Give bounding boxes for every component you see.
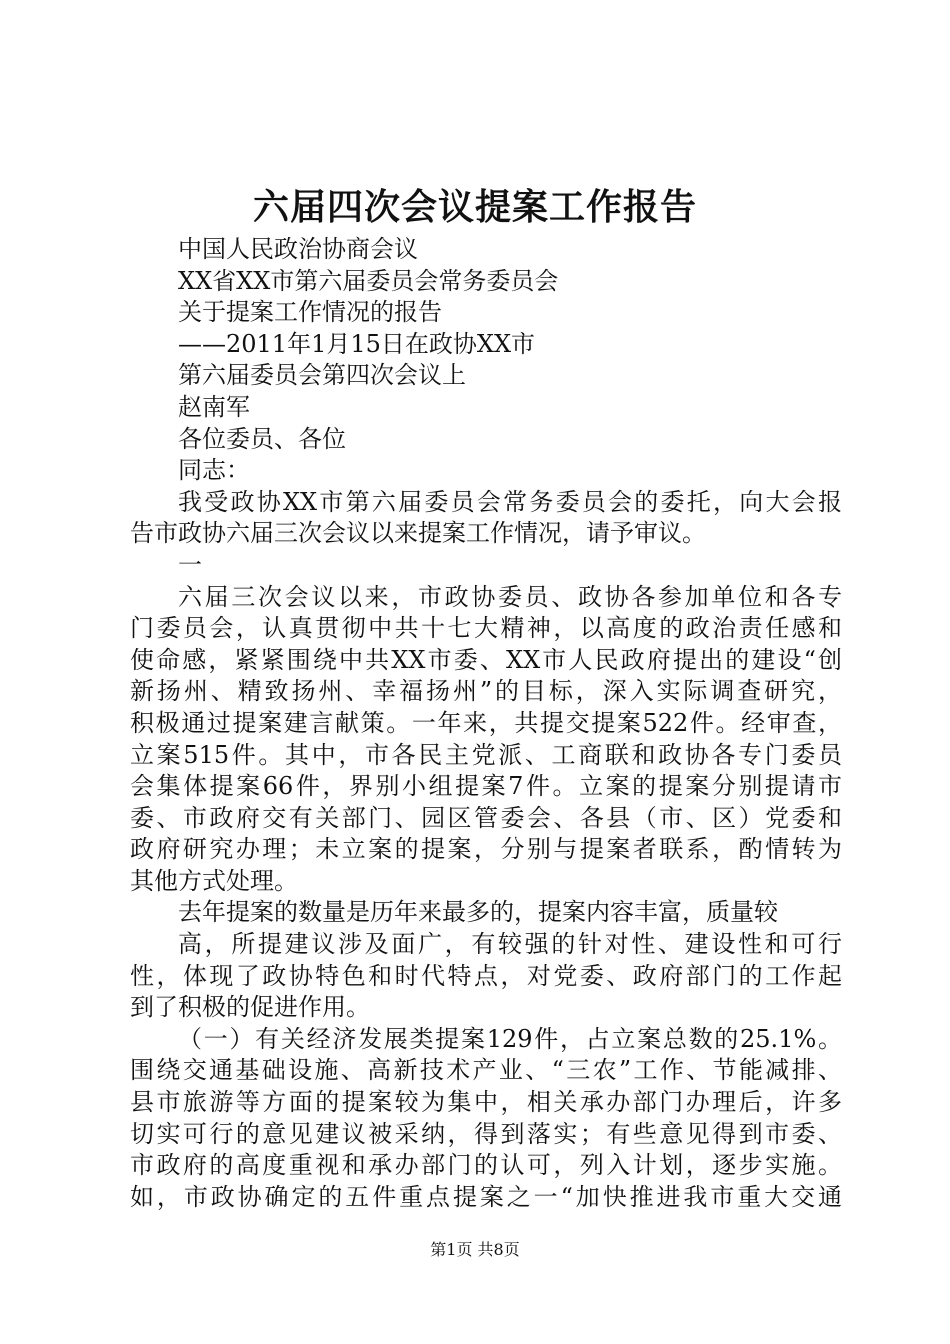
text-line: 性，体现了政协特色和时代特点，对党委、政府部门的工作起 [130, 961, 842, 990]
text-line: 新扬州、精致扬州、幸福扬州”的目标，深入实际调查研究， [130, 677, 842, 706]
text-line: 如，市政协确定的五件重点提案之一“加快推进我市重大交通 [130, 1182, 842, 1211]
text-line: 赵南军 [178, 392, 250, 421]
text-line: 到了积极的促进作用。 [130, 993, 370, 1022]
text-line: 其他方式处理。 [130, 866, 298, 895]
text-line: 一 [178, 550, 202, 579]
text-line: 县市旅游等方面的提案较为集中，相关承办部门办理后，许多 [130, 1088, 842, 1117]
text-line: 我受政协XX市第六届委员会常务委员会的委托，向大会报 [178, 487, 842, 516]
text-line: 会集体提案66件，界别小组提案7件。立案的提案分别提请市 [130, 772, 842, 801]
text-line: 使命感，紧紧围绕中共XX市委、XX市人民政府提出的建设“创 [130, 645, 842, 674]
text-line: 政府研究办理；未立案的提案，分别与提案者联系，酌情转为 [130, 835, 842, 864]
text-line: 市政府的高度重视和承办部门的认可，列入计划，逐步实施。 [130, 1151, 842, 1180]
text-line: 告市政协六届三次会议以来提案工作情况，请予审议。 [130, 519, 706, 548]
text-line: 六届三次会议以来，市政协委员、政协各参加单位和各专 [178, 582, 842, 611]
text-line: 同志： [178, 456, 250, 485]
page-footer: 第1页 共8页 [430, 1240, 520, 1259]
document-body [130, 234, 842, 1213]
text-line: 围绕交通基础设施、高新技术产业、“三农”工作、节能减排、 [130, 1056, 842, 1085]
text-line: 委、市政府交有关部门、园区管委会、各县（市、区）党委和 [130, 803, 842, 832]
text-line: 各位委员、各位 [178, 424, 346, 453]
text-line: 积极通过提案建言献策。一年来，共提交提案522件。经审查， [130, 708, 842, 737]
text-line: 第六届委员会第四次会议上 [178, 361, 466, 390]
text-line: 中国人民政治协商会议 [178, 235, 418, 263]
text-line: 去年提案的数量是历年来最多的，提案内容丰富，质量较 [178, 898, 778, 927]
document-title: 六届四次会议提案工作报告 [252, 187, 697, 228]
text-line: 高，所提建议涉及面广，有较强的针对性、建设性和可行 [178, 930, 842, 959]
text-line: 立案515件。其中，市各民主党派、工商联和政协各专门委员 [130, 740, 842, 769]
text-line: ——2011年1月15日在政协XX市 [178, 329, 536, 358]
text-line: XX省XX市第六届委员会常务委员会 [178, 266, 559, 295]
text-line: 切实可行的意见建议被采纳，得到落实；有些意见得到市委、 [130, 1119, 842, 1148]
text-line: 关于提案工作情况的报告 [178, 298, 442, 327]
text-line: 门委员会，认真贯彻中共十七大精神，以高度的政治责任感和 [130, 614, 842, 643]
text-line: （一）有关经济发展类提案129件，占立案总数的25.1%。 [178, 1024, 842, 1053]
